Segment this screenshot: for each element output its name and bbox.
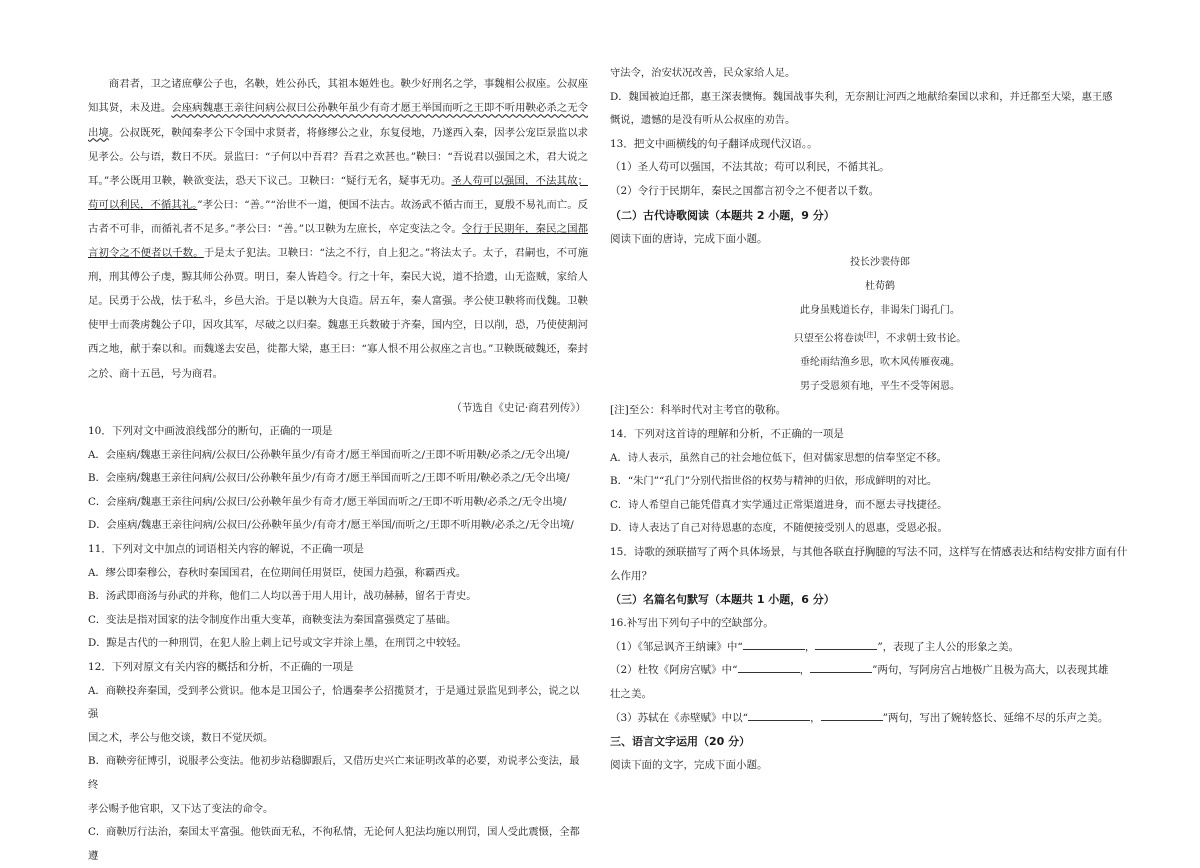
poem-author: 杜荀鹤 — [865, 281, 895, 293]
question-16-comma: ， — [810, 711, 821, 724]
poem-line-2 — [610, 323, 1130, 351]
question-13-sentence-2: （2）令行于民期年，秦民之国都言初令之不便者以千数。 — [610, 184, 880, 197]
left-column — [88, 62, 588, 868]
question-16-item-3-post: ”两句，写出了婉转悠长、延绵不尽的乐声之美。 — [882, 711, 1109, 724]
fill-blank[interactable] — [748, 710, 810, 721]
passage-sentence: 。公叔既死，鞅闻秦孝公下令国中求贤者，将修缪公之业，东复侵地，乃遂西入秦，因孝公宠臣景监以求见孝公。公与语，数日不厌。景监曰：“子何以中吾君？吾君之欢甚也。”鞅曰：“吾说君以强国之术，君大说之耳。”孝公既用卫鞅，鞅欲变法，恐天下议己。卫鞅曰：“疑行无名，疑事无功。 — [88, 126, 589, 187]
question-16-comma: ， — [799, 664, 811, 677]
part-3-intro: 阅读下面的文字，完成下面小题。 — [610, 759, 768, 772]
question-16-stem: 16.补写出下列句子中的空缺部分。 — [610, 617, 774, 630]
section-poetry-intro: 阅读下面的唐诗，完成下面小题。 — [610, 232, 768, 245]
question-16-item-2-post: ”两句，写阿房宫占地极广且极为高大，以表现其雄 — [872, 664, 1109, 677]
fill-blank[interactable] — [821, 710, 883, 721]
question-15-line-1: 15．诗歌的颈联描写了两个具体场景，与其他各联直抒胸臆的写法不同，这样写在情感表达和结构安排方面有什 — [610, 546, 1128, 559]
question-14-option-b: B．“朱门”“孔门”分别代指世俗的权势与精神的归依，形成鲜明的对比。 — [610, 475, 938, 488]
fill-blank[interactable] — [738, 662, 800, 673]
question-12-option-c-cont: 守法令，治安状况改善，民众家给人足。 — [610, 67, 796, 79]
question-16-item-2-cont: 壮之美。 — [610, 688, 652, 701]
poem-note-mark: [注] — [863, 331, 877, 340]
question-11-stem: 11．下列对文中加点的词语相关内容的解说，不正确一项是 — [88, 542, 364, 555]
question-12-option-a-cont: 国之术，孝公与他交谈，数日不觉厌烦。 — [88, 731, 274, 744]
question-12-option-d-cont: 慨说，遗憾的是没有听从公叔座的劝告。 — [610, 114, 796, 127]
question-11-option-a: A．缪公即秦穆公，春秋时秦国国君，在位期间任用贤臣，使国力趋强，称霸西戎。 — [88, 566, 467, 579]
poem-line-4: 男子受恩须有地，平生不受等闲恩。 — [800, 381, 960, 393]
question-13-stem: 13．把文中画横线的句子翻译成现代汉语。。 — [610, 137, 818, 150]
question-16-item-1 — [610, 636, 1130, 660]
question-11-option-b: B．汤武即商汤与孙武的并称，他们二人均以善于用人用计，战功赫赫，留名于青史。 — [88, 590, 477, 603]
passage-source: （节选自《史记·商君列传》） — [451, 402, 586, 414]
question-12-option-d: D．魏国被迫迁都，惠王深表懊悔。魏国战事失利，无奈割让河西之地献给秦国以求和，并迁都至大梁，惠王感 — [610, 90, 1113, 103]
poem-line-2-b: ，不求朝士致书论。 — [876, 333, 967, 345]
part-3-heading: 三、语言文字运用（20 分） — [610, 735, 751, 749]
poem-note: [注]至公：科举时代对主考官的敬称。 — [610, 404, 787, 417]
question-11-option-c: C．变法是指对国家的法令制度作出重大变革，商鞅变法为秦国富强奠定了基础。 — [88, 613, 457, 626]
passage-sentence: 于是太子犯法。卫鞅曰：“法之不行，自上犯之。”将法太子。太子，君嗣也，不可施刑，刑其傅公子虔，黥其师公孙贾。明日，秦人皆趋令。行之十年，秦民大说，道不拾遗，山无盗贼，家给人足。民勇于公战，怯于私斗，乡邑大治。于是以鞅为大良造。居五年，秦人富强。孝公使卫鞅将而伐魏。卫鞅使甲士而袭虏魏公子卬，因攻其军，尽破之以归秦。魏惠王兵数破于齐秦，国内空，日以削，恐，乃使使割河西之地，献于秦以和。而魏遂去安邑，徙都大梁，惠王曰：“寡人恨不用公叔座之言也。”卫鞅既破魏还，秦封之於、商十五邑，号为商君。 — [88, 247, 589, 380]
question-12-stem: 12．下列对原文有关内容的概括和分析，不正确的一项是 — [88, 660, 354, 673]
passage-wavy-underline: 会座病魏惠王亲往问病公叔曰公孙鞅年虽少有奇才愿王举国而听之王即不听用鞅必杀之无令出境 — [88, 102, 589, 139]
passage-underlined-sentence: 令行于民期年，秦民之国都言初令之不便者以千数。 — [88, 222, 588, 260]
question-16-item-3-pre: （3）苏轼在《赤壁赋》中以“ — [610, 711, 749, 724]
question-10-option-c: C．会座病/魏惠王亲往问病/公叔曰/公孙鞅年虽少有奇才/愿王举国而听之/王即不听用鞅/必杀之/无令出境/ — [88, 495, 567, 508]
question-10-option-b: B．会座病/魏惠王亲往问病/公叔曰/公孙鞅年虽少/有奇才/愿王举国而听之/王即不听用/鞅必杀之/无令出境/ — [88, 472, 570, 485]
question-13-sentence-1: （1）圣人苟可以强国，不法其故；苟可以利民，不循其礼。 — [610, 161, 890, 174]
question-14-option-d: D．诗人表达了自己对待恩惠的态度，不随便接受别人的恩惠，受恩必报。 — [610, 522, 948, 535]
question-16-item-2 — [610, 659, 1130, 683]
question-11-option-d: D．黥是古代的一种刑罚，在犯人脸上刺上记号或文字并涂上墨，在刑罚之中较轻。 — [88, 637, 467, 650]
passage-underlined-sentence: 圣人苟可以强国，不法其故；苟可以利民，不循其礼。 — [88, 174, 589, 211]
question-12-option-a: A．商鞅投奔秦国，受到孝公赏识。他本是卫国公子，恰遇秦孝公招揽贤才，于是通过景监见到孝公，说之以强 — [88, 684, 580, 721]
question-16-item-3 — [610, 707, 1130, 731]
question-12-option-c: C．商鞅厉行法治，秦国太平富强。他铁面无私，不徇私情，无论何人犯法均施以刑罚，国人受此震慑，全都遵 — [88, 826, 580, 862]
question-16-comma: ， — [804, 640, 816, 653]
fill-blank[interactable] — [815, 639, 877, 650]
classical-passage — [88, 72, 588, 385]
poem-line-3: 垂纶雨结渔乡思，吹木风传雁夜魂。 — [800, 357, 960, 369]
question-12-option-b-cont: 孝公赐予他官职，又下达了变法的命令。 — [88, 802, 274, 815]
fill-blank[interactable] — [743, 639, 805, 650]
question-14-option-c: C．诗人希望自己能凭借真才实学通过正常渠道进身，而不愿去寻找捷径。 — [610, 498, 948, 511]
right-column — [610, 62, 1130, 778]
question-10-option-a: A．会座病/魏惠王亲往问病/公叔曰/公孙鞅年虽少/有奇才/愿王举国而听之/王即不听用鞅/必杀之/无令出境/ — [88, 448, 570, 461]
fill-blank[interactable] — [810, 662, 872, 673]
question-14-option-a: A．诗人表示，虽然自己的社会地位低下，但对儒家思想的信奉坚定不移。 — [610, 451, 947, 464]
question-10-option-d: D．会座病/魏惠王亲往问病/公叔曰/公孙鞅年虽少/有奇才/愿王举国/而听之/王即不听用鞅/必杀之/无令出境/ — [88, 519, 574, 532]
question-16-item-1-pre: （1）《邹忌讽齐王纳谏》中“ — [610, 640, 743, 653]
passage-sentence: 商君者，卫之诸庶孽公子也，名鞅，姓公孙氏，其祖本姬姓也。鞅少好刑名之学，事魏相公叔座。公叔座知其贤，未及进。 — [88, 78, 588, 115]
poem-line-2-a: 只望至公将卷读 — [793, 333, 864, 345]
section-poetry-heading: （二）古代诗歌阅读（本题共 2 小题，9 分） — [610, 208, 835, 222]
passage-sentence: ”孝公曰：“善。”“治世不一道，便国不法古。故汤武不循古而王，夏殷不易礼而亡。反古者不可非，而循礼者不足多。”孝公曰：“善。”以卫鞅为左庶长，卒定变法之令。 — [88, 198, 588, 235]
question-16-item-1-post: ”，表现了主人公的形象之美。 — [877, 640, 1020, 653]
poem-line-1: 此身虽贱道长存，非谒朱门谒孔门。 — [800, 305, 960, 317]
question-16-item-2-pre: （2）杜牧《阿房宫赋》中“ — [610, 664, 738, 677]
question-12-option-b: B．商鞅旁征博引，说服孝公变法。他初步站稳脚跟后，又借历史兴亡来证明改革的必要，劝说孝公变法，最终 — [88, 755, 580, 791]
question-15-line-2: 么作用？ — [610, 569, 652, 582]
section-recitation-heading: （三）名篇名句默写（本题共 1 小题，6 分） — [610, 593, 835, 607]
question-10-stem: 10．下列对文中画波浪线部分的断句，正确的一项是 — [88, 425, 333, 437]
question-14-stem: 14．下列对这首诗的理解和分析，不正确的一项是 — [610, 428, 844, 441]
poem-title: 投长沙裴侍郎 — [850, 257, 910, 269]
